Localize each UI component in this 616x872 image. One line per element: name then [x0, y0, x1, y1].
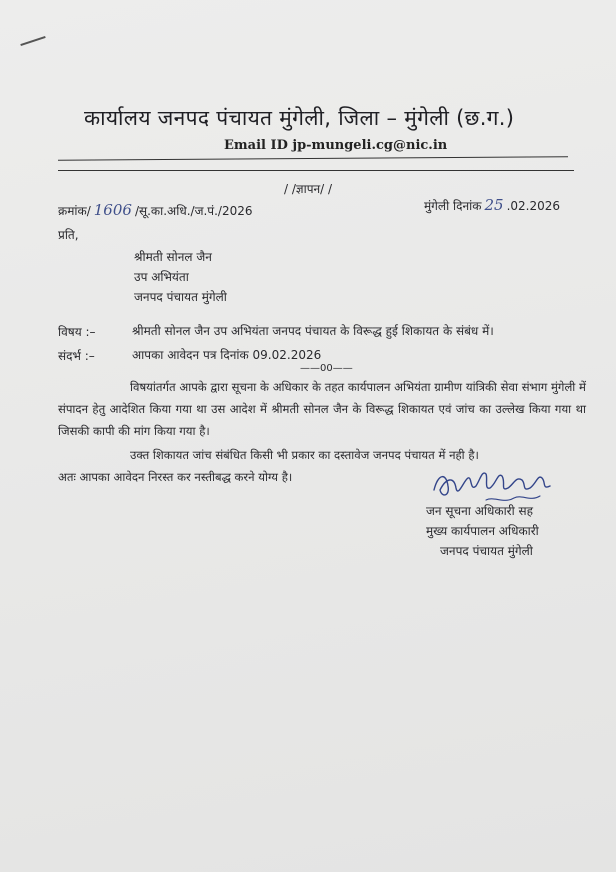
subject-text: श्रीमती सोनल जैन उप अभियंता जनपद पंचायत के विरूद्ध हुई शिकायत के संबंध में।	[132, 324, 494, 338]
prati-label: प्रति,	[58, 228, 79, 242]
header-rule-1	[58, 156, 568, 161]
letter-date	[424, 196, 560, 214]
kramank-label: क्रमांक/	[58, 204, 91, 218]
body-paragraph-1: विषयांतर्गत आपके द्वारा सूचना के अधिकार के तहत कार्यपालन अभियंता ग्रामीण यांत्रिकी सेवा संभाग मुंगेली में संपादन हेतु आदेशित किया गया था उस आदेश में श्रीमती सोनल जैन के विरूद्ध शिकायत एवं जांच का उल्लेख किया गया था जिसकी कापी की मांग किया गया है।	[58, 380, 586, 438]
body-paragraph-3: अतः आपका आवेदन निरस्त कर नस्तीबद्ध करने योग्य है।	[58, 470, 293, 484]
header-rule-2	[58, 170, 574, 171]
signatory-line-2: मुख्य कार्यपालन अधिकारी	[426, 524, 539, 538]
office-email: Email ID jp-mungeli.cg@nic.in	[224, 138, 448, 153]
kramank-suffix: /सू.का.अधि./ज.पं./2026	[134, 204, 253, 218]
reference-text: आपका आवेदन पत्र दिनांक 09.02.2026	[132, 348, 322, 362]
signatory-line-3: जनपद पंचायत मुंगेली	[440, 544, 533, 558]
subject-label: विषय :–	[58, 325, 96, 339]
date-suffix: .02.2026	[506, 199, 560, 213]
handwritten-signature	[430, 460, 562, 508]
date-prefix: मुंगेली दिनांक	[424, 199, 482, 213]
signatory-line-1: जन सूचना अधिकारी सह	[426, 504, 533, 518]
reference-number	[58, 201, 253, 219]
separator: ——00——	[300, 363, 353, 374]
recipient-office: जनपद पंचायत मुंगेली	[134, 290, 227, 304]
recipient-name: श्रीमती सोनल जैन	[134, 250, 212, 264]
reference-label: संदर्भ :–	[58, 349, 95, 363]
body-paragraph-2: उक्त शिकायत जांच संबंधित किसी भी प्रकार का दस्तावेज जनपद पंचायत में नही है।	[130, 448, 479, 462]
pen-mark	[20, 36, 45, 46]
date-handwritten: 25	[484, 196, 504, 214]
office-title: कार्यालय जनपद पंचायत मुंगेली, जिला – मुंगेली (छ.ग.)	[84, 106, 515, 130]
kramank-handwritten: 1606	[93, 201, 132, 219]
recipient-designation: उप अभियंता	[134, 270, 189, 284]
gyapan-heading: / /ज्ञापन/ /	[284, 182, 333, 196]
